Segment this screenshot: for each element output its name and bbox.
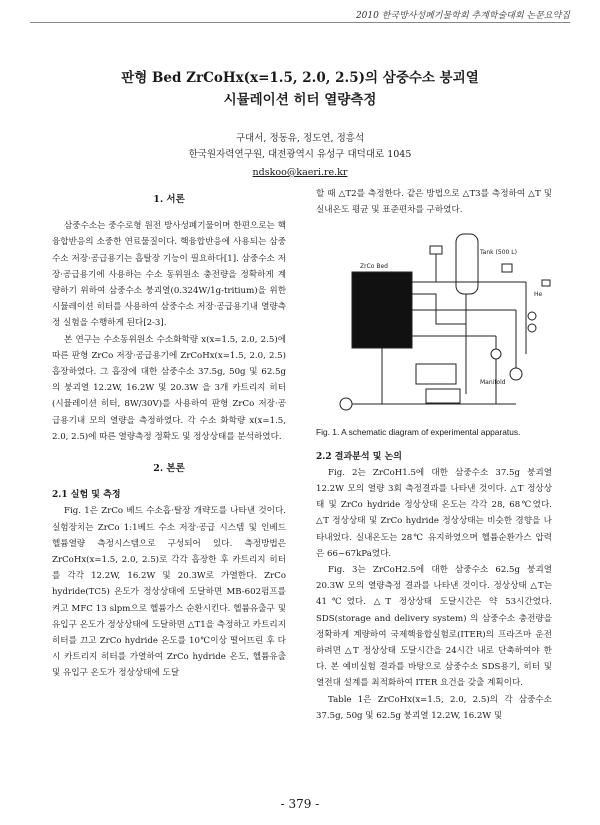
results-heading: 2.2 결과분석 및 논의 (316, 451, 402, 462)
method-paragraph-continued: 할 때 △T2를 측정한다. 같은 방법으로 △T3를 측정하여 △T 및 실내온도 평균 및 표준편차를 구하였다. (316, 189, 552, 216)
bed-label: ZrCo Bed (360, 263, 388, 271)
figure-caption: Fig. 1. A schematic diagram of experimental apparatus. (316, 427, 521, 438)
intro-heading: 1. 서론 (153, 194, 185, 205)
paper-title-line2: 시뮬레이션 히터 열량측정 (223, 92, 377, 108)
paper-title-line1: 판형 Bed ZrCoHx(x=1.5, 2.0, 2.5)의 삼중수소 붕괴열 (121, 70, 479, 86)
author-email: ndskoo@kaeri.re.kr (252, 167, 348, 178)
left-column (52, 186, 286, 682)
page-number: - 379 - (280, 797, 320, 811)
manifold-label: Manifold (480, 379, 506, 387)
method-paragraph-1: Fig. 1은 ZrCo 베드 수소흡·탈장 개략도를 나타낸 것이다. 실험장치는 ZrCo 1:1베드 수소 저장·공급 시스템 및 인베드 헬륨열량 측정시스템으로 구성되어 있다. 측정방법은 ZrCoHx(x=1.5, 2.0, 2.5)로 각각 흡장한 후 카트리지 히터를 각각 12.2W, 16.2W 및 20.3W로 가열한다. ZrCo hydride(TC5) 온도가 정상상태에 도달하면 MB-602펌프를 켜고 MFC 13 slpm으로 헬륨가스 순환시킨다. 헬륨유출구 및 유입구 온도가 정상상태에 도달하면 △T1을 측정하고 카트리지 히터를 끄고 ZrCo hydride 온도를 10℃이상 떨어뜨린 후 다시 카트리지 히터를 가열하여 ZrCo hydride 온도, 헬륨유출 및 유입구 온도가 정상상태에 도달 (52, 506, 286, 679)
tank-label: Tank (500 L) (480, 249, 517, 257)
right-column (316, 186, 552, 724)
results-paragraph-1: Fig. 2는 ZrCoH1.5에 대한 삼중수소 37.5g 붕괴열 12.2W 모의 열량 3회 측정결과를 나타낸 것이다. △T 정상상태 및 ZrCo hydride 정상상태 온도는 각각 28, 68℃였다. △T 정상상태 및 ZrCo hydride 정상상태는 비슷한 경향을 나타내었다. 실내온도는 28℃ 유지하였으며 헬륨순환가스 압력은 66~67kPa였다. (316, 467, 552, 559)
intro-paragraph-1: 삼중수소는 중수로형 원전 방사성폐기물이며 한편으로는 핵융합반응의 소중한 연료물질이다. 핵융합반응에 사용되는 삼중수소 저장·공급용기는 흡탈장 기능이 필요하다[1]. 삼중수소 저장·공급용기에 사용하는 수소 동위원소 충전량을 정확하게 계량하기 위하여 삼중수소 붕괴열(0.324W/1g-tritium)을 위한 시뮬레이션 히터를 사용하여 삼중수소 저장·공급용기내 열량측정 실험을 수행하게 된다[2-3]. (52, 221, 286, 329)
header-rule (30, 22, 570, 23)
method-heading: 2.1 실험 및 측정 (52, 490, 121, 501)
schematic-diagram (316, 224, 552, 420)
authors: 구대서, 정동유, 정도연, 정흥석 (235, 133, 365, 144)
intro-paragraph-2: 본 연구는 수소동위원소 수소화학량 x(x=1.5, 2.0, 2.5)에 따른 판형 ZrCo 저장·공급용기에 ZrCoHx(x=1.5, 2.0, 2.5)흡장하였다. 그 흡장에 대한 삼중수소 37.5g, 50g 및 62.5g의 붕괴열 12.2W, 16.2W 및 20.3W 을 3개 카트리지 히터(시뮬레이션 히터, 8W/30V)를 사용하여 판형 ZrCo 저장·공급용기내 모의 열량을 측정하였다. 각 수소 화학량 x(x=1.5, 2.0, 2.5)에 따른 열량측정 정확도 및 정상상태를 분석하였다. (52, 334, 286, 442)
tank-shape (456, 234, 478, 294)
affiliation: 한국원자력연구원, 대전광역시 유성구 대덕대로 1045 (188, 149, 412, 160)
gas-label: He (534, 291, 543, 299)
conference-header: 2010 한국방사성폐기물학회 추계학술대회 논문요약집 (355, 11, 570, 21)
results-paragraph-2: Fig. 3는 ZrCoH2.5에 대한 삼중수소 62.5g 붕괴열 20.3W 모의 열량측정 결과를 나타낸 것이다. 정상상태 △T는 41℃였다. △T 정상상태 도달시간은 약 53시간였다. SDS(storage and delivery system) 의 삼중수소 충전량을 정확하게 계량하여 국제핵융합실험로(ITER)의 프라즈마 운전하려면 △T 정상상태 도달시간을 24시간 내로 단축하여야 한다. 본 예비실험 결과를 바탕으로 삼중수소 SDS용기, 히터 및 열전대 설계를 최적화하여 ITER 요건을 갖출 계획이다. (316, 565, 552, 689)
body-heading: 2. 본론 (153, 463, 185, 475)
zrco-bed-shape (352, 272, 412, 348)
results-paragraph-3: Table 1은 ZrCoHx(x=1.5, 2.0, 2.5)의 각 삼중수소 37.5g, 50g 및 62.5g 붕괴열 12.2W, 16.2W 및 (316, 694, 552, 721)
figure-schematic (316, 224, 552, 420)
